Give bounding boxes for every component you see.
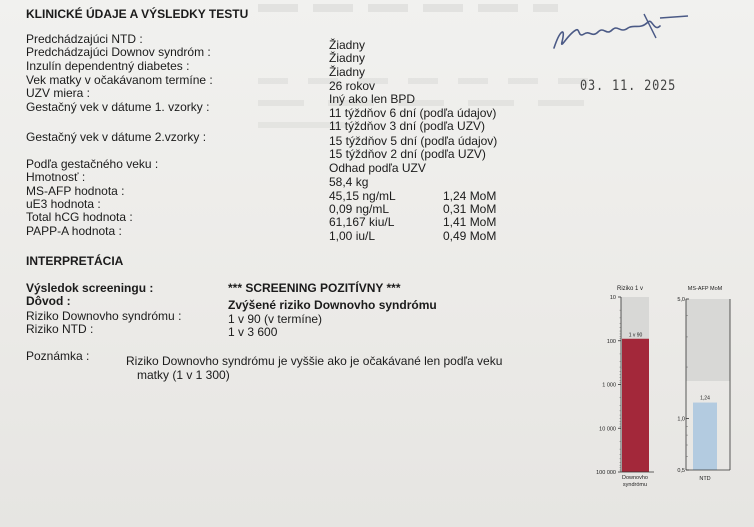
afp-chart-title: MS-AFP MoM — [687, 286, 723, 292]
by-age-label: Podľa gestačného veku : — [26, 157, 159, 171]
risk-chart-tick-label: 1 000 — [602, 382, 616, 389]
afp-chart-bar — [693, 403, 717, 470]
afp-chart-tick-label: 0,5 — [677, 468, 685, 474]
marker-mom-pappa: 0,49 MoM — [443, 229, 497, 243]
risk-chart-tick-label: 100 — [606, 338, 616, 345]
screening-result-label: Výsledok screeningu : — [26, 281, 154, 295]
afp-chart-tick-label: 5,0 — [677, 297, 685, 303]
risk-chart-tick-label: 10 000 — [599, 426, 616, 433]
marker-value-hcg: 61,167 kiu/L — [329, 215, 395, 229]
section-title-interpretation: INTERPRETÁCIA — [26, 254, 124, 268]
afp-chart-category: NTD — [699, 476, 711, 482]
marker-label-ue3: uE3 hodnota : — [26, 197, 101, 211]
weight-label: Hmotnosť : — [26, 170, 86, 184]
bleed-through-text — [258, 4, 558, 12]
marker-mom-ue3: 0,31 MoM — [443, 202, 497, 216]
afp-chart-bar-label: 1,24 — [700, 395, 710, 402]
down-risk-chart — [588, 282, 668, 492]
marker-value-ue3: 0,09 ng/mL — [329, 202, 390, 216]
afp-chart-shade — [686, 299, 730, 381]
risk-chart-category-line2: syndrómu — [622, 482, 648, 488]
clinical-label-uzv: UZV miera : — [26, 86, 91, 100]
weight-value: 58,4 kg — [329, 175, 369, 189]
marker-label-pappa: PAPP-A hodnota : — [26, 224, 122, 238]
bleed-through-text — [258, 78, 588, 84]
gestation-label-1: Gestačný vek v dátume 1. vzorky : — [26, 100, 210, 114]
clinical-value-diabetes: Žiadny — [329, 65, 366, 79]
down-risk-value: 1 v 90 (v termíne) — [228, 312, 323, 326]
note-line-1: Riziko Downovho syndrómu je vyššie ako je očakávané len podľa veku — [126, 354, 503, 368]
clinical-label-down: Predchádzajúci Downov syndróm : — [26, 45, 211, 59]
note-line-2: matky (1 v 1 300) — [137, 368, 230, 382]
marker-mom-afp: 1,24 MoM — [443, 189, 497, 203]
marker-mom-hcg: 1,41 MoM — [443, 215, 497, 229]
afp-mom-chart — [675, 284, 745, 492]
by-age-value: Odhad podľa UZV — [329, 161, 426, 175]
marker-value-pappa: 1,00 iu/L — [329, 229, 376, 243]
clinical-value-down: Žiadny — [329, 51, 366, 65]
gestation-value-2a: 15 týždňov 5 dní (podľa údajov) — [329, 134, 498, 148]
gestation-value-1a: 11 týždňov 6 dní (podľa údajov) — [329, 106, 497, 120]
risk-chart-tick-label: 10 — [609, 295, 616, 301]
afp-chart-tick-label: 1,0 — [677, 416, 685, 423]
marker-value-afp: 45,15 ng/mL — [329, 189, 396, 203]
risk-chart-bar — [622, 339, 649, 472]
screening-result-value: *** SCREENING POZITÍVNY *** — [228, 281, 401, 295]
clinical-value-uzv: Iný ako len BPD — [329, 92, 416, 106]
section-title-clinical: KLINICKÉ ÚDAJE A VÝSLEDKY TESTU — [26, 7, 249, 21]
clinical-label-age: Vek matky v očakávanom termíne : — [26, 73, 213, 87]
reason-label: Dôvod : — [26, 294, 71, 308]
ntd-risk-value: 1 v 3 600 — [228, 325, 278, 339]
risk-chart-bar-label: 1 v 90 — [628, 332, 643, 339]
note-label: Poznámka : — [26, 349, 90, 363]
reason-value: Zvýšené riziko Downovho syndrómu — [228, 298, 437, 312]
clinical-label-ntd: Predchádzajúci NTD : — [26, 32, 143, 46]
marker-label-afp: MS-AFP hodnota : — [26, 184, 125, 198]
down-risk-label: Riziko Downovho syndrómu : — [26, 309, 182, 323]
clinical-label-diabetes: Inzulín dependentný diabetes : — [26, 59, 190, 73]
risk-chart-category-line1: Downovho — [622, 475, 648, 481]
gestation-value-2b: 15 týždňov 2 dní (podľa UZV) — [329, 147, 486, 161]
gestation-value-1b: 11 týždňov 3 dní (podľa UZV) — [329, 119, 486, 133]
stamp-date: 03. 11. 2025 — [580, 78, 677, 94]
risk-chart-tick-label: 100 000 — [596, 470, 616, 476]
risk-chart-title: Riziko 1 v — [616, 286, 644, 292]
ntd-risk-label: Riziko NTD : — [26, 322, 94, 336]
marker-label-hcg: Total hCG hodnota : — [26, 210, 133, 224]
clinical-value-age: 26 rokov — [329, 79, 376, 93]
gestation-label-2: Gestačný vek v dátume 2.vzorky : — [26, 130, 207, 144]
clinical-value-ntd: Žiadny — [329, 38, 366, 52]
handwritten-signature — [548, 8, 698, 58]
